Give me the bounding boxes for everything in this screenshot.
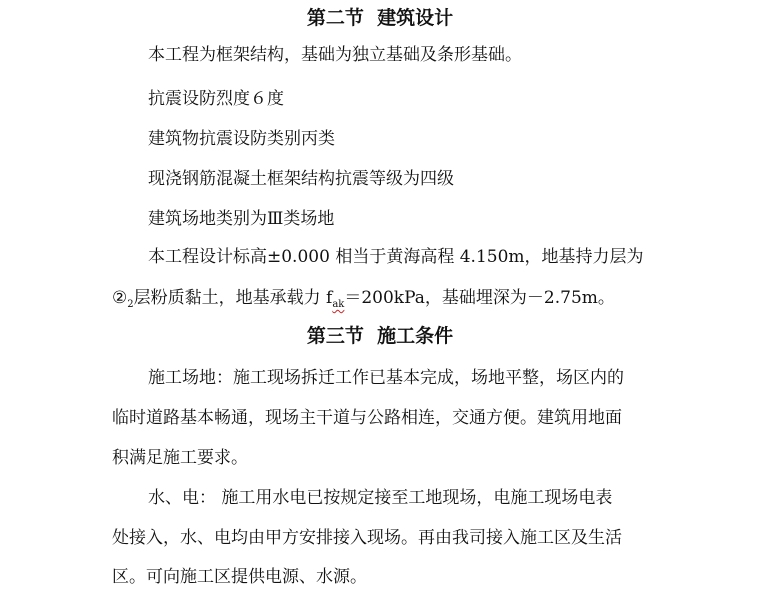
- paragraph-line: 本工程为框架结构，基础为独立基础及条形基础。: [148, 45, 522, 65]
- section-heading-construction-conditions: 第三节 施工条件: [306, 325, 454, 347]
- paragraph-line: 建筑场地类别为Ⅲ类场地: [148, 209, 335, 229]
- section-heading-building-design: 第二节 建筑设计: [306, 7, 454, 29]
- paragraph-line: 区。可向施工区提供电源、水源。: [112, 567, 367, 587]
- paragraph-line: 处接入，水、电均由甲方安排接入现场。再由我司接入施工区及生活: [112, 528, 622, 548]
- paragraph-line: 积满足施工要求。: [112, 448, 248, 468]
- bearing-text: 层粉质黏土，地基承载力 f: [133, 288, 333, 308]
- bearing-value-text: ＝200kPa，基础埋深为－2.75m。: [344, 288, 615, 308]
- paragraph-line: 抗震设防烈度６度: [148, 89, 284, 109]
- paragraph-line: 现浇钢筋混凝土框架结构抗震等级为四级: [148, 169, 454, 189]
- paragraph-line: 本工程设计标高±0.000 相当于黄海高程 4.150m，地基持力层为: [148, 247, 644, 267]
- paragraph-line: 建筑物抗震设防类别丙类: [148, 129, 335, 149]
- paragraph-line-bearing-capacity: [112, 287, 615, 316]
- f-subscript: ak: [332, 299, 345, 310]
- paragraph-line: 临时道路基本畅通，现场主干道与公路相连，交通方便。建筑用地面: [112, 408, 622, 428]
- paragraph-line: 水、电： 施工用水电已按规定接至工地现场，电施工现场电表: [148, 488, 613, 508]
- circled-number: ②: [112, 288, 128, 308]
- circled-number-subscript: 2: [127, 299, 134, 310]
- paragraph-line: 施工场地：施工现场拆迁工作已基本完成，场地平整，场区内的: [148, 368, 624, 388]
